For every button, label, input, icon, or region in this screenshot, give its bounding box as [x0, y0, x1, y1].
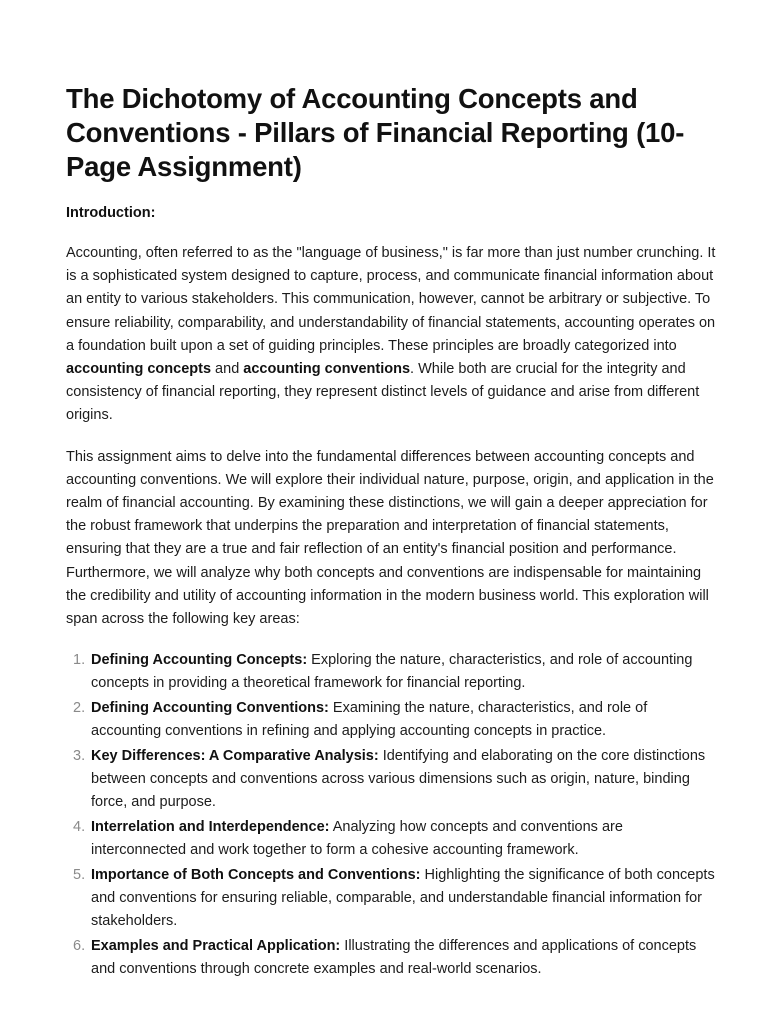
document-title: The Dichotomy of Accounting Concepts and Conventions - Pillars of Financial Reporting (10-Page Assignment)	[66, 83, 685, 182]
list-item-number: 5.	[73, 866, 86, 883]
list-item-text: Exploring the nature, characteristics, and role of accounting concepts in providing a theoretical framework for financial reporting.	[91, 652, 693, 692]
list-item	[66, 649, 716, 695]
list-item-text: Highlighting the significance of both concepts and conventions for ensuring reliable, comparable, and understandable financial information for stakeholders.	[91, 866, 715, 930]
list-item-number: 2.	[73, 700, 86, 717]
list-item-number: 6.	[73, 937, 86, 954]
key-areas-list	[66, 649, 716, 981]
list-item	[66, 697, 716, 743]
list-item-term: Defining Accounting Conventions:	[91, 700, 329, 717]
intro-paragraph-2: This assignment aims to delve into the fundamental differences between accounting concepts and accounting conventions. We will explore their individual nature, purpose, origin, and application in the realm of financial accounting. By examining these distinctions, we will gain a deeper appreciation for the robust framework that underpins the preparation and interpretation of financial statements, ensuring that they are a true and fair reflection of an entity's financial position and performance. Furthermore, we will analyze why both concepts and conventions are indispensable for maintaining the credibility and utility of accounting information in the modern business world. This exploration will span across the following key areas:	[66, 448, 714, 628]
list-item-text: Examining the nature, characteristics, and role of accounting conventions in refining and applying accounting concepts in practice.	[91, 700, 648, 740]
list-item	[66, 745, 716, 815]
bold-term-accounting-concepts: accounting concepts	[66, 361, 212, 378]
list-item-text: Illustrating the differences and applications of concepts and conventions through concrete examples and real-world scenarios.	[91, 937, 697, 977]
list-item-number: 1.	[73, 652, 86, 669]
list-item-number: 3.	[73, 747, 86, 764]
paragraph-text: and	[211, 361, 244, 378]
list-item-term: Key Differences: A Comparative Analysis:	[91, 747, 379, 764]
list-item-text: Identifying and elaborating on the core distinctions between concepts and conventions across various dimensions such as origin, nature, binding force, and purpose.	[91, 747, 706, 811]
paragraph-text: . While both are crucial for the integrity and consistency of financial reporting, they represent distinct levels of guidance and arise from different origins.	[66, 361, 700, 424]
bold-term-accounting-conventions: accounting conventions	[243, 361, 411, 378]
list-item	[66, 864, 716, 934]
list-item-text: Analyzing how concepts and conventions are interconnected and work together to form a cohesive accounting framework.	[91, 818, 623, 859]
intro-paragraph-1	[66, 242, 716, 428]
list-item	[66, 816, 716, 862]
list-item	[66, 935, 716, 981]
list-item-term: Importance of Both Concepts and Conventions:	[91, 866, 421, 883]
list-item-number: 4.	[73, 818, 86, 835]
paragraph-text: Accounting, often referred to as the "language of business," is far more than just number crunching. It is a sophisticated system designed to capture, process, and communicate financial information about an entity to various stakeholders. This communication, however, cannot be arbitrary or subjective. To ensure reliability, comparability, and understandability of financial statements, accounting operates on a foundation built upon a set of guiding principles. These principles are broadly categorized into	[66, 245, 716, 354]
list-item-term: Examples and Practical Application:	[91, 937, 341, 954]
introduction-heading: Introduction:	[66, 205, 156, 221]
list-item-term: Defining Accounting Concepts:	[91, 652, 308, 669]
list-item-term: Interrelation and Interdependence:	[91, 818, 330, 835]
